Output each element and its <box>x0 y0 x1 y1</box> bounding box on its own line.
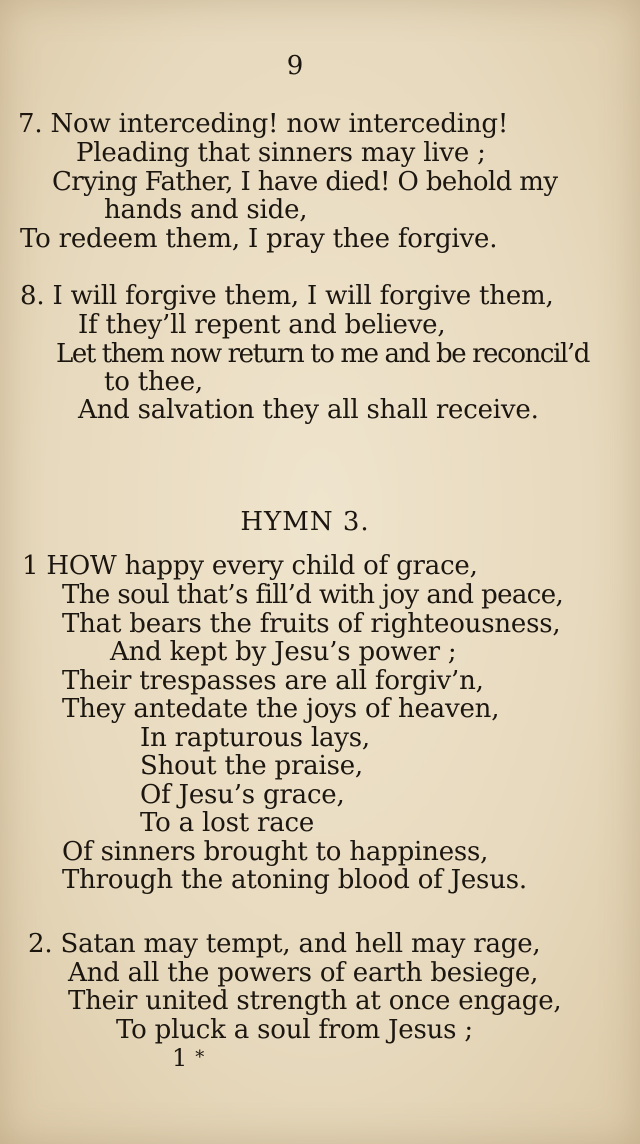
stanza-line: In rapturous lays, <box>140 723 370 753</box>
stanza-line: The soul that’s fill’d with joy and peace, <box>62 580 564 610</box>
stanza-line: Pleading that sinners may live ; <box>76 138 486 168</box>
stanza-line: If they’ll repent and believe, <box>78 310 446 340</box>
stanza-line: 1 HOW happy every child of grace, <box>22 551 478 581</box>
stanza-line: To redeem them, I pray thee forgive. <box>20 224 498 254</box>
stanza-line: They antedate the joys of heaven, <box>62 694 500 724</box>
stanza-line: Their trespasses are all forgiv’n, <box>62 666 484 696</box>
stanza-line: And salvation they all shall receive. <box>78 395 539 425</box>
signature-mark <box>172 1044 204 1072</box>
stanza-line: hands and side, <box>104 195 308 225</box>
stanza-line: to thee, <box>104 367 203 397</box>
stanza-line: 8. I will forgive them, I will forgive them, <box>20 281 554 311</box>
page-number: 9 <box>286 51 304 81</box>
stanza-line: Let them now return to me and be reconcil’d <box>56 339 590 369</box>
stanza-line: Of Jesu’s grace, <box>140 780 345 810</box>
stanza-line: 2. Satan may tempt, and hell may rage, <box>28 929 541 959</box>
stanza-line: Of sinners brought to happiness, <box>62 837 489 867</box>
stanza-line: Their united strength at once engage, <box>68 986 562 1016</box>
stanza-line: To pluck a soul from Jesus ; <box>116 1015 473 1045</box>
stanza-line: Shout the praise, <box>140 751 363 781</box>
stanza-line: That bears the fruits of righteousness, <box>62 609 561 639</box>
signature-number: 1 <box>172 1044 188 1072</box>
stanza-line: 7. Now interceding! now interceding! <box>18 109 509 139</box>
hymn-title: HYMN 3. <box>240 507 370 537</box>
stanza-line: And kept by Jesu’s power ; <box>110 637 457 667</box>
asterisk-icon: * <box>195 1047 205 1068</box>
stanza-line: To a lost race <box>140 808 315 838</box>
stanza-line: And all the powers of earth besiege, <box>68 958 539 988</box>
stanza-line: Through the atoning blood of Jesus. <box>62 865 527 895</box>
stanza-line: Crying Father, I have died! O behold my <box>52 167 558 197</box>
